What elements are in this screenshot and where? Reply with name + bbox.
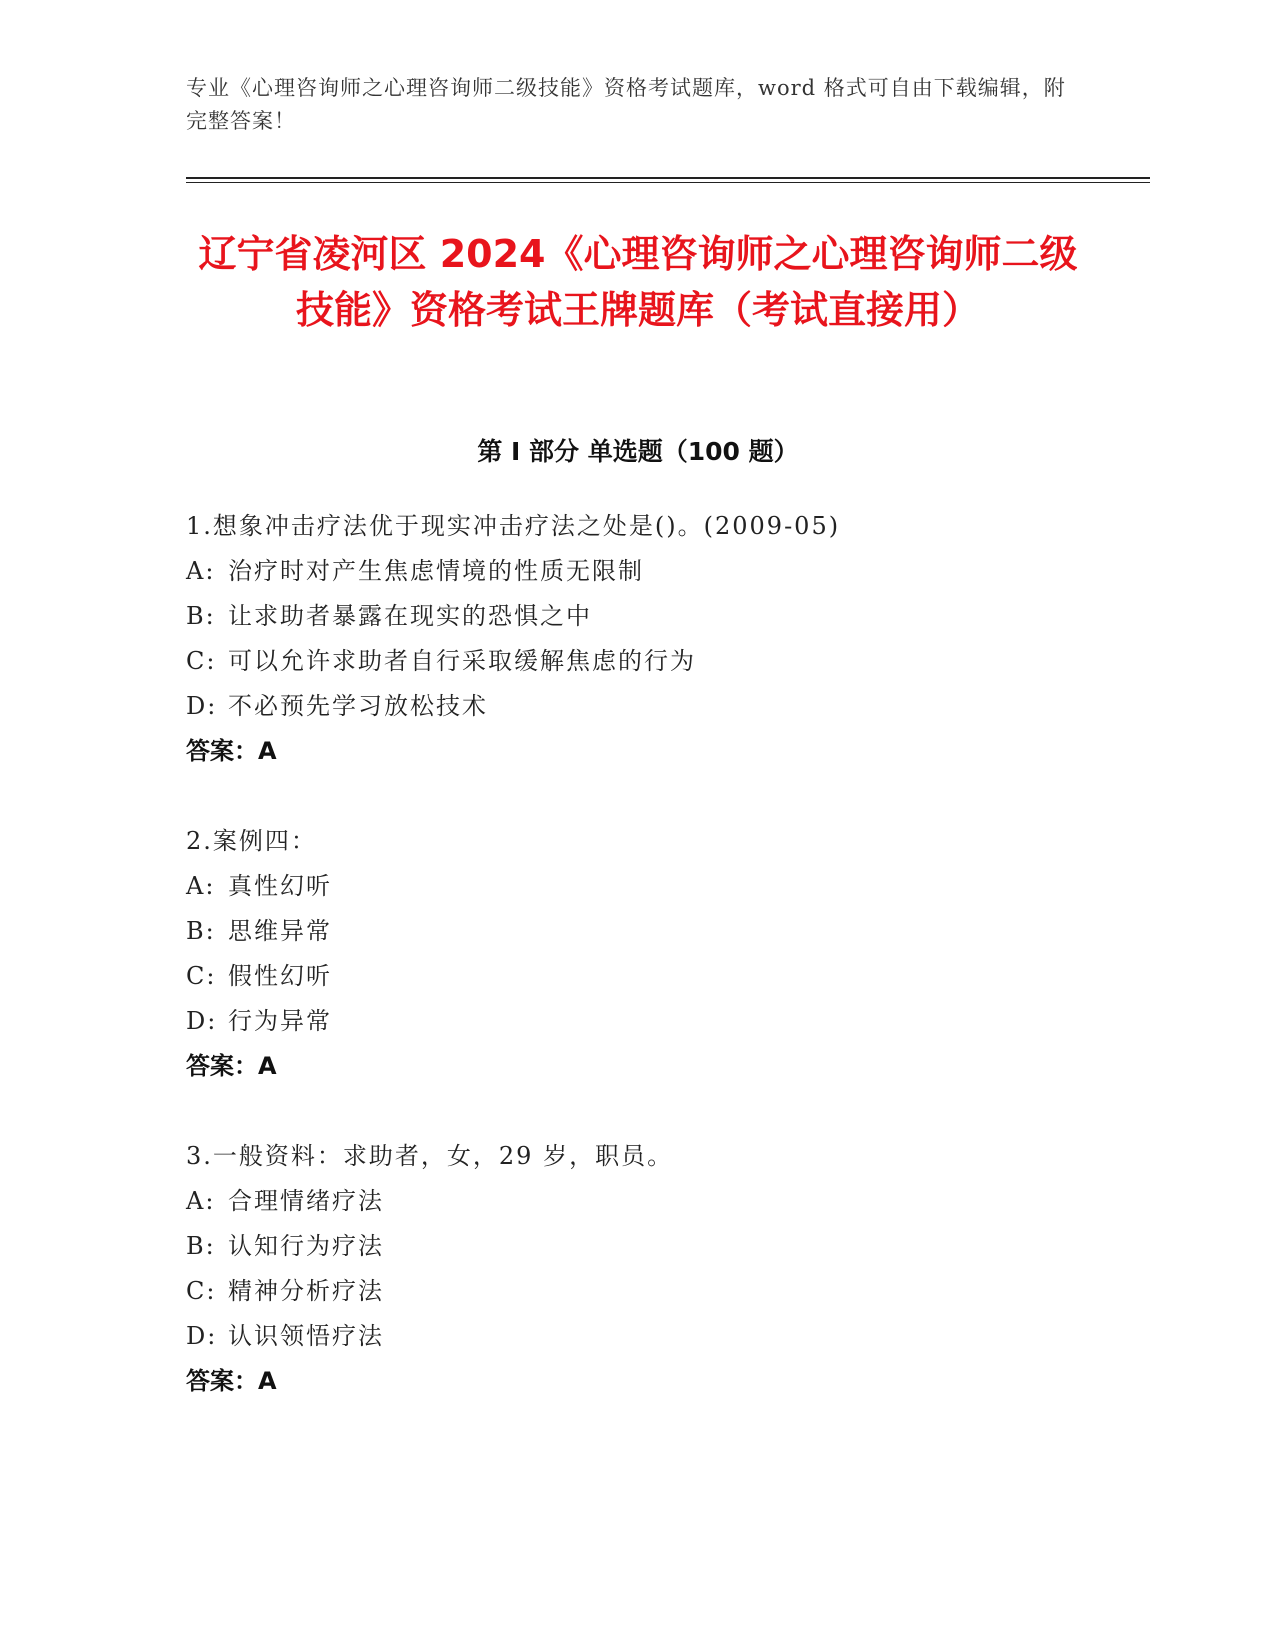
- header-divider-thick: [186, 177, 1150, 179]
- option-text: 思维异常: [228, 917, 332, 945]
- option-c: [186, 954, 1086, 999]
- question-stem: 3.一般资料：求助者，女，29 岁，职员。: [186, 1142, 674, 1170]
- option-c: [186, 1269, 1086, 1314]
- option-label: A:: [186, 872, 216, 900]
- option-d: [186, 999, 1086, 1044]
- answer-line: [186, 1044, 1086, 1089]
- answer-prefix: 答案：: [186, 1367, 258, 1395]
- option-text: 真性幻听: [228, 872, 332, 900]
- option-label: B:: [186, 917, 216, 945]
- question-1: [186, 504, 1086, 774]
- option-label: C:: [186, 647, 217, 675]
- option-b: [186, 1224, 1086, 1269]
- option-text: 治疗时对产生焦虑情境的性质无限制: [228, 557, 644, 585]
- option-a: [186, 864, 1086, 909]
- option-label: D:: [186, 1007, 218, 1035]
- option-d: [186, 1314, 1086, 1359]
- question-stem: 1.想象冲击疗法优于现实冲击疗法之处是()。(2009-05): [186, 512, 841, 540]
- option-text: 行为异常: [228, 1007, 332, 1035]
- answer-line: [186, 1359, 1086, 1404]
- option-text: 合理情绪疗法: [228, 1187, 384, 1215]
- option-text: 让求助者暴露在现实的恐惧之中: [228, 602, 592, 630]
- document-title: 辽宁省凌河区 2024《心理咨询师之心理咨询师二级技能》资格考试王牌题库（考试直接用）: [198, 232, 1078, 332]
- option-label: D:: [186, 1322, 218, 1350]
- option-label: B:: [186, 602, 216, 630]
- question-2: [186, 819, 1086, 1089]
- option-label: A:: [186, 1187, 216, 1215]
- header-divider-thin: [186, 182, 1150, 183]
- option-c: [186, 639, 1086, 684]
- option-label: C:: [186, 962, 217, 990]
- option-text: 假性幻听: [228, 962, 332, 990]
- header-note: 专业《心理咨询师之心理咨询师二级技能》资格考试题库，word 格式可自由下载编辑，附完整答案！: [186, 76, 1066, 133]
- option-text: 精神分析疗法: [228, 1277, 384, 1305]
- answer-prefix: 答案：: [186, 1052, 258, 1080]
- answer-value: A: [258, 737, 277, 765]
- option-text: 认识领悟疗法: [228, 1322, 384, 1350]
- question-stem: 2.案例四：: [186, 827, 317, 855]
- answer-value: A: [258, 1052, 277, 1080]
- answer-line: [186, 729, 1086, 774]
- option-a: [186, 549, 1086, 594]
- option-label: B:: [186, 1232, 216, 1260]
- option-a: [186, 1179, 1086, 1224]
- option-text: 不必预先学习放松技术: [228, 692, 488, 720]
- option-text: 可以允许求助者自行采取缓解焦虑的行为: [228, 647, 696, 675]
- option-text: 认知行为疗法: [228, 1232, 384, 1260]
- option-label: C:: [186, 1277, 217, 1305]
- option-label: A:: [186, 557, 216, 585]
- section-title: 第 I 部分 单选题（100 题）: [477, 437, 799, 466]
- option-b: [186, 594, 1086, 639]
- answer-prefix: 答案：: [186, 737, 258, 765]
- option-label: D:: [186, 692, 218, 720]
- option-d: [186, 684, 1086, 729]
- option-b: [186, 909, 1086, 954]
- question-3: [186, 1134, 1086, 1404]
- answer-value: A: [258, 1367, 277, 1395]
